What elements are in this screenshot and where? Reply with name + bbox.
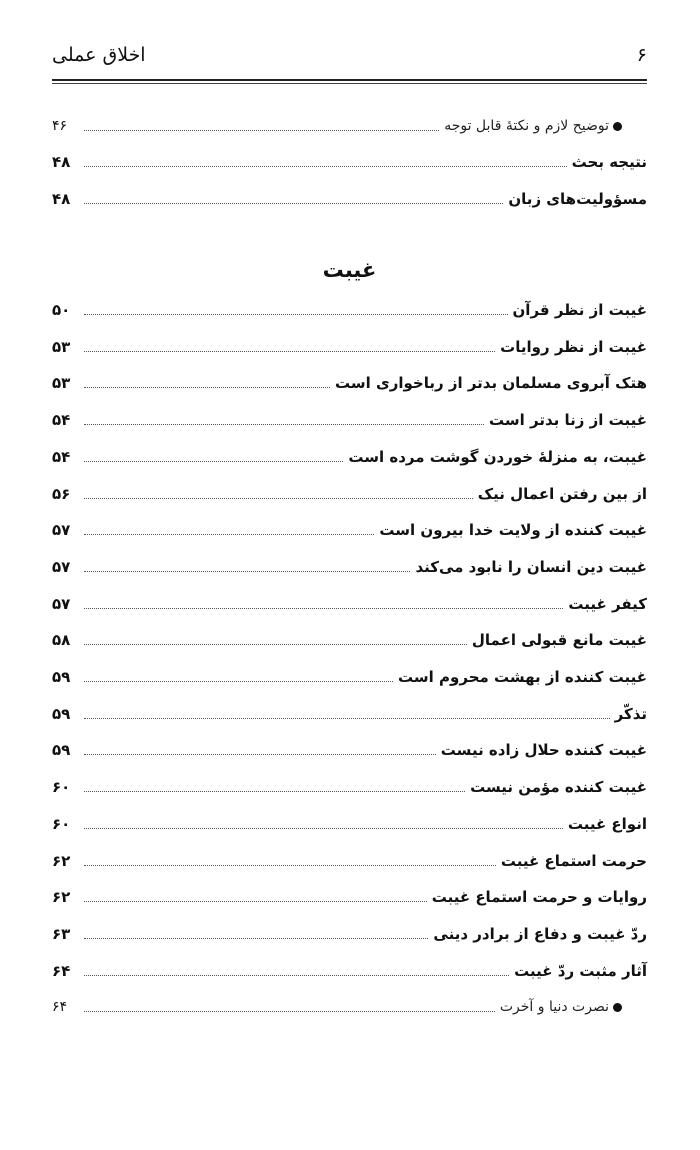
toc-entry-title: نتیجه بحث [571,153,647,171]
dot-leader [84,975,509,976]
dot-leader [84,314,508,315]
toc-entry-title: آثار مثبت ردّ غیبت [514,961,647,980]
toc-entry-title: غیبت از نظر روایات [500,337,647,356]
toc-entry-page: ۵۹ [52,668,71,686]
toc-entry-page: ۶۴ [52,961,71,980]
dot-leader [84,461,343,462]
dot-leader [84,644,467,645]
toc-entry-page: ۵۳ [52,337,71,356]
bullet-icon [613,1003,622,1012]
toc-entry-page: ۶۲ [52,851,71,870]
header-rule-thin [52,83,647,84]
toc-entry-title: تذکّر [614,704,647,723]
toc-entry[interactable] [52,444,647,468]
toc-entry-page: ۵۶ [52,484,71,503]
toc-entry-page: ۵۷ [52,594,71,613]
toc-entry[interactable] [52,737,647,761]
dot-leader [84,166,567,167]
bullet-icon [613,122,622,131]
toc-entry[interactable] [52,664,647,688]
toc-entry[interactable] [52,774,647,798]
dot-leader [84,424,484,425]
dot-leader [84,203,503,204]
toc-entry-page: ۴۸ [52,190,71,208]
toc-entry[interactable] [52,994,622,1018]
toc-entry-page: ۵۹ [52,741,71,760]
toc-entry-title: غیبت کننده از بهشت محروم است [398,668,647,686]
toc-entry-page: ۵۰ [52,301,71,319]
toc-entry-title: حرمت استماع غیبت [500,851,647,870]
toc-entry-title: غیبت از نظر قرآن [512,301,647,319]
toc-entry[interactable] [52,186,647,210]
toc-entry-title: نصرت دنیا و آخرت [499,999,609,1016]
toc-entry-page: ۶۲ [52,888,71,907]
toc-entry-page: ۴۶ [52,118,68,134]
toc-entry[interactable] [52,554,647,578]
dot-leader [84,387,330,388]
dot-leader [84,901,427,902]
toc-entry-title: توضیح لازم و نکتهٔ قابل توجه [444,118,609,134]
toc-entry-title: غیبت کننده حلال زاده نیست [440,741,647,760]
toc-entry-title: غیبت کننده از ولایت خدا بیرون است [379,521,647,540]
toc-entry[interactable] [52,848,647,872]
toc-entry[interactable] [52,370,647,394]
toc-entry-title: ردّ غیبت و دفاع از برادر دینی [433,924,647,943]
toc-entry-page: ۶۴ [52,999,68,1016]
toc-entry[interactable] [52,591,647,615]
dot-leader [84,681,393,682]
toc-entry-page: ۵۷ [52,557,71,576]
toc-entry-title: از بین رفتن اعمال نیک [477,484,647,503]
toc-entry[interactable] [52,701,647,725]
running-header [52,44,647,74]
header-rule [52,79,647,81]
dot-leader [84,534,374,535]
toc-entry-page: ۵۴ [52,447,71,466]
toc-entry-title: غیبت، به منزلهٔ خوردن گوشت مرده است [348,447,647,466]
toc-entry-page: ۶۳ [52,924,71,943]
toc-entry[interactable] [52,481,647,505]
dot-leader [84,608,563,609]
toc-entry-page: ۵۹ [52,704,71,723]
toc-entry[interactable] [52,517,647,541]
dot-leader [84,865,496,866]
toc-entry-title: روایات و حرمت استماع غیبت [431,888,647,907]
toc-entry-page: ۶۰ [52,778,71,797]
toc-entry[interactable] [52,407,647,431]
toc-entry[interactable] [52,958,647,982]
toc-entry-title: انواع غیبت [567,814,647,833]
toc-entry[interactable] [52,297,647,321]
toc-entry-page: ۴۸ [52,153,71,171]
dot-leader [84,351,495,352]
dot-leader [84,1011,495,1012]
toc-entry[interactable] [52,113,622,137]
toc-entry-title: مسؤولیت‌های زبان [508,190,647,208]
toc-entry-page: ۶۰ [52,814,71,833]
dot-leader [84,828,563,829]
dot-leader [84,571,410,572]
toc-entry-title: هتک آبروی مسلمان بدتر از رباخواری است [334,374,647,393]
toc-entry-title: غیبت کننده مؤمن نیست [470,778,647,797]
toc-entry-title: غیبت دین انسان را نابود می‌کند [415,557,647,576]
toc-entry[interactable] [52,149,647,173]
toc-entry[interactable] [52,334,647,358]
toc-entry[interactable] [52,921,647,945]
toc-entry[interactable] [52,627,647,651]
toc-entry[interactable] [52,811,647,835]
toc-entry-page: ۵۷ [52,521,71,540]
toc-entry-title: غیبت مانع قبولی اعمال [471,631,647,650]
toc-entry-page: ۵۴ [52,411,71,430]
toc-entry-page: ۵۸ [52,631,71,650]
dot-leader [84,130,439,131]
dot-leader [84,938,428,939]
dot-leader [84,754,436,755]
page-number: ۶ [636,44,647,66]
dot-leader [84,498,473,499]
dot-leader [84,791,465,792]
dot-leader [84,718,610,719]
book-title: اخلاق عملی [52,44,146,66]
section-heading: غیبت [322,258,377,282]
toc-entry[interactable] [52,884,647,908]
toc-entry-title: کیفر غیبت [568,594,647,613]
toc-entry-page: ۵۳ [52,374,71,393]
toc-entry-title: غیبت از زنا بدتر است [489,411,647,430]
